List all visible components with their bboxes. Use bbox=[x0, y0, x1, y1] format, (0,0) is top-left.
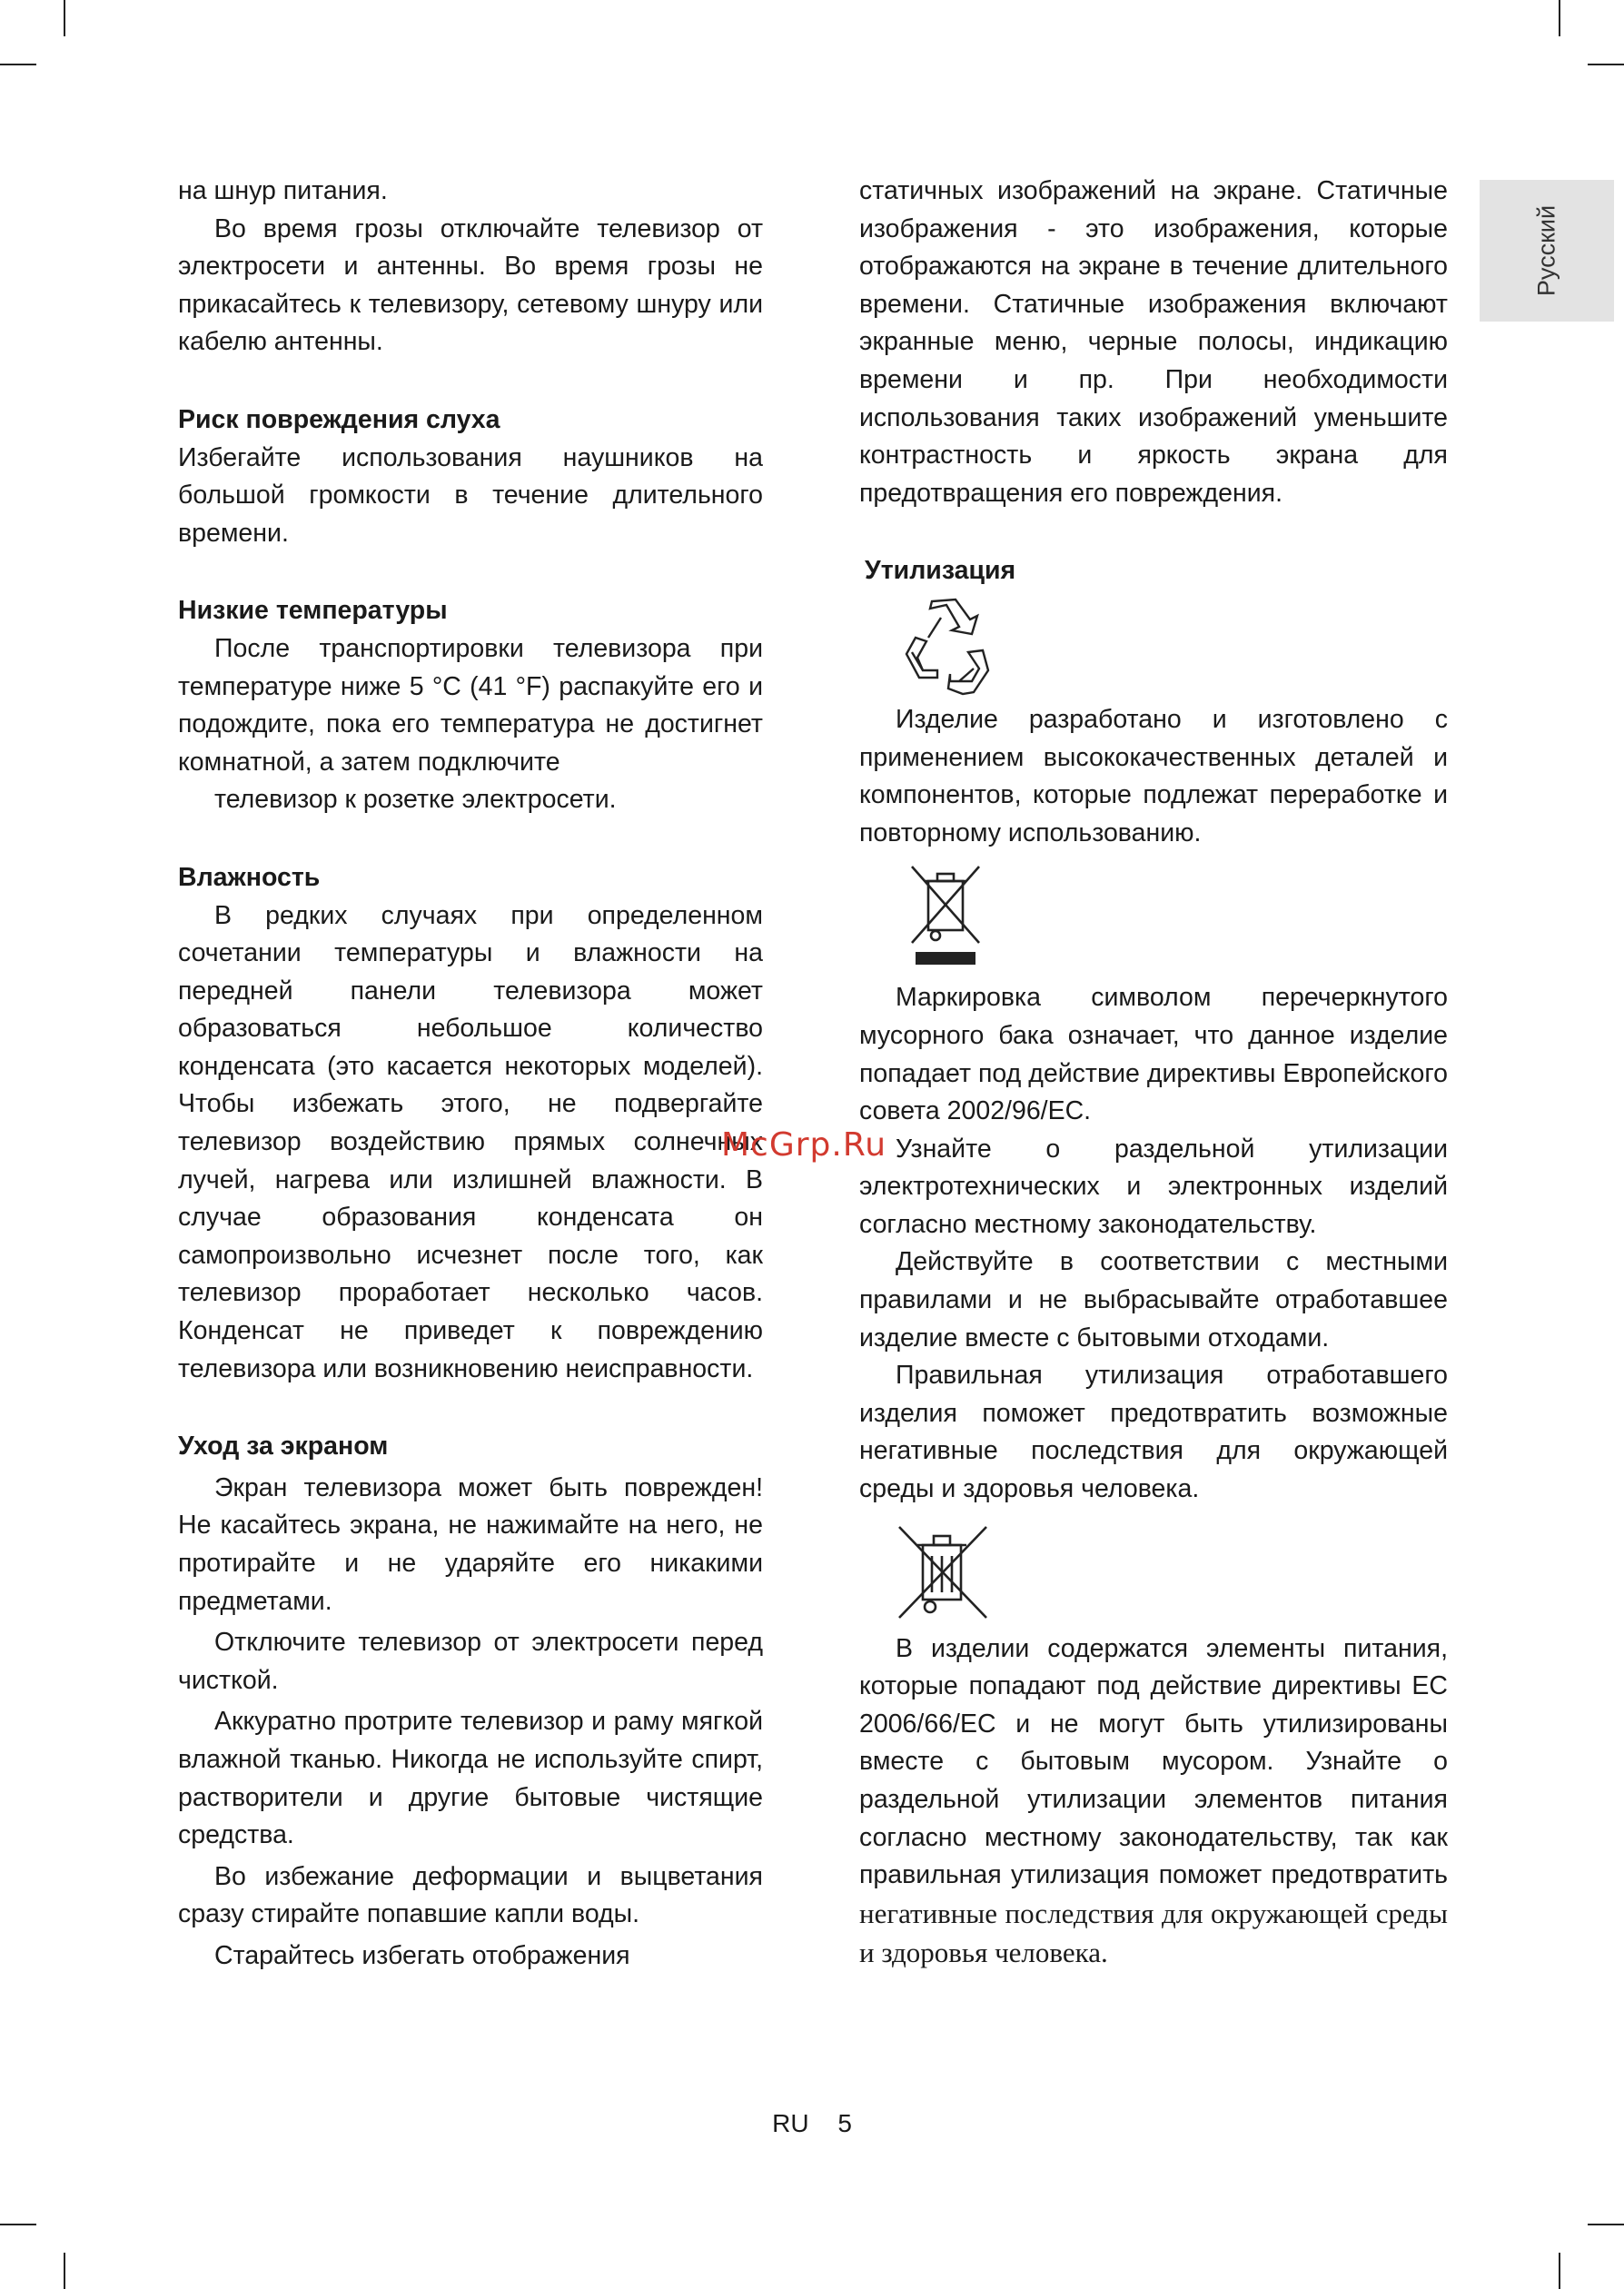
paragraph bbox=[859, 1630, 1448, 1974]
section-heading-humidity: Влажность bbox=[178, 862, 321, 892]
paragraph-text: негативные последствия для окружающей среды и здоровья человека. bbox=[859, 1897, 1448, 1969]
crop-mark bbox=[1559, 2253, 1560, 2289]
crossed-out-bin-icon bbox=[906, 863, 985, 968]
paragraph: статичных изображений на экране. Статичные изображения - это изображения, которые отображаются на экране в течение длительного времени. Статичные изображения включают экранные меню, черные полосы, индикацию времени и пр. При необходимости использования таких изображений уменьшите контрастность и яркость экрана для предотвращения его повреждения. bbox=[859, 176, 1448, 508]
crop-mark bbox=[0, 2224, 36, 2225]
crop-mark bbox=[64, 0, 65, 36]
watermark: McGrp.Ru bbox=[721, 1126, 887, 1164]
language-tab bbox=[1480, 180, 1614, 322]
paragraph: Старайтесь избегать отображения bbox=[214, 1940, 630, 1970]
paragraph: телевизор к розетке электросети. bbox=[214, 785, 617, 815]
paragraph: Изделие разработано и изготовлено с применением высококачественных деталей и компонентов, которые подлежат переработке и повторному использованию. bbox=[859, 704, 1448, 847]
crossed-out-bin-icon bbox=[892, 1523, 992, 1623]
page-number: 5 bbox=[837, 2109, 852, 2137]
paragraph: Узнайте о раздельной утилизации электротехнических и электронных изделий согласно местному законодательству. bbox=[859, 1134, 1448, 1239]
paragraph: на шнур питания. bbox=[178, 176, 388, 205]
crop-mark bbox=[1559, 0, 1560, 36]
paragraph: Во время грозы отключайте телевизор от электросети и антенны. Во время грозы не прикасайтесь к телевизору, сетевому шнуру или кабелю антенны. bbox=[178, 213, 763, 357]
footer-language: RU bbox=[772, 2109, 809, 2137]
paragraph: Маркировка символом перечеркнутого мусорного бака означает, что данное изделие попадает под действие директивы Европейского совета 2002/96/EC. bbox=[859, 983, 1448, 1126]
paragraph-text: В изделии содержатся элементы питания, которые попадают под действие директивы ЕС 2006/66/ЕС и не могут быть утилизированы вместе с бытовым мусором. Узнайте о раздельной утилизации элементов питания согласно местному законодательству, так как правильная утилизация поможет предотвратить bbox=[859, 1633, 1448, 1890]
crop-mark bbox=[64, 2253, 65, 2289]
paragraph: Во избежание деформации и выцветания сразу стирайте попавшие капли воды. bbox=[178, 1861, 763, 1929]
left-column bbox=[178, 173, 763, 1976]
paragraph: В редких случаях при определенном сочетании температуры и влажности на передней панели телевизора может образоваться небольшое количество конденсата (это касается некоторых моделей). Чтобы избежать этого, не подвергайте телевизор воздействию прямых солнечных лучей, нагрева или излишней влажности. В случае образования конденсата он самопроизвольно исчезнет после того, как телевизор проработает несколько часов. Конденсат не приведет к повреждению телевизора или возникновению неисправности. bbox=[178, 900, 763, 1383]
paragraph: Правильная утилизация отработавшего изделия поможет предотвратить возможные негативные последствия для окружающей среды и здоровья человека. bbox=[859, 1361, 1448, 1504]
section-heading-low-temperatures: Низкие температуры bbox=[178, 596, 448, 626]
crop-mark bbox=[1588, 2224, 1624, 2225]
paragraph: Отключите телевизор от электросети перед чисткой. bbox=[178, 1628, 763, 1695]
paragraph: После транспортировки телевизора при температуре ниже 5 °C (41 °F) распакуйте его и подождите, пока его температура не достигнет комнатной, а затем подключите bbox=[178, 633, 763, 777]
crop-mark bbox=[0, 64, 36, 65]
right-column bbox=[859, 173, 1448, 1974]
crop-mark bbox=[1588, 64, 1624, 65]
paragraph: Действуйте в соответствии с местными правилами и не выбрасывайте отработавшее изделие вместе с бытовыми отходами. bbox=[859, 1247, 1448, 1353]
paragraph: Экран телевизора может быть поврежден! Не касайтесь экрана, не нажимайте на него, не протирайте и не ударяйте его никакими предметами. bbox=[178, 1472, 763, 1616]
section-heading-disposal: Утилизация bbox=[865, 556, 1016, 586]
language-tab-label: Русский bbox=[1532, 204, 1560, 297]
page-footer bbox=[0, 2109, 1624, 2138]
paragraph: Аккуратно протрите телевизор и раму мягкой влажной тканью. Никогда не используйте спирт, растворители и другие бытовые чистящие средства. bbox=[178, 1707, 763, 1850]
paragraph: Избегайте использования наушников на большой громкости в течение длительного времени. bbox=[178, 442, 763, 548]
section-heading-screen-care: Уход за экраном bbox=[178, 1432, 389, 1462]
section-heading-hearing: Риск повреждения слуха bbox=[178, 404, 500, 434]
recycle-icon bbox=[896, 598, 995, 696]
